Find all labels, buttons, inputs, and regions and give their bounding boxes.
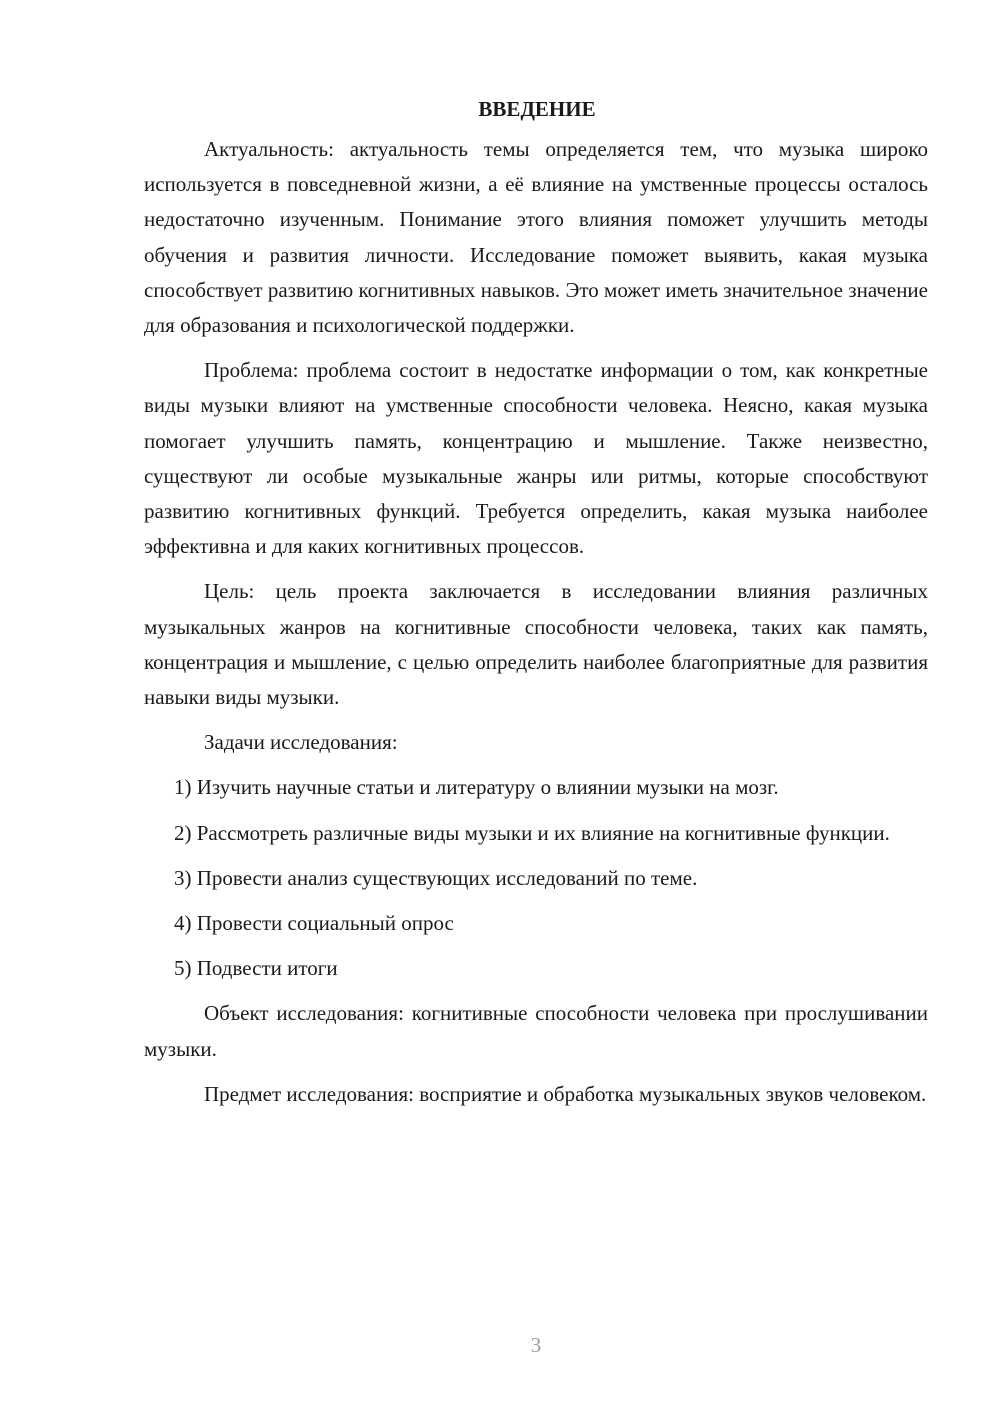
task-item: 5) Подвести итоги: [174, 956, 338, 981]
paragraph-goal: Цель: цель проекта заключается в исследовании влияния различных музыкальных жанров на когнитивные способности человека, таких как память, концентрация и мышление, с целью определить наиболее благоприятные для развития навыки виды музыки.: [144, 579, 928, 710]
task-item: 2) Рассмотреть различные виды музыки и их влияние на когнитивные функции.: [174, 820, 890, 845]
section-heading: ВВЕДЕНИЕ: [478, 97, 596, 121]
paragraph-object: Объект исследования: когнитивные способности человека при прослушивании музыки.: [144, 1001, 928, 1061]
paragraph-relevance: Актуальность: актуальность темы определяется тем, что музыка широко используется в повседневной жизни, а её влияние на умственные процессы осталось недостаточно изученным. Понимание этого влияния поможет улучшить методы обучения и развития личности. Исследование поможет выявить, какая музыка способствует развитию когнитивных навыков. Это может иметь значительное значение для образования и психологической поддержки.: [144, 137, 928, 338]
paragraph-problem: Проблема: проблема состоит в недостатке информации о том, как конкретные виды музыки влияют на умственные способности человека. Неясно, какая музыка помогает улучшить память, концентрацию и мышление. Также неизвестно, существуют ли особые музыкальные жанры или ритмы, которые способствуют развитию когнитивных функций. Требуется определить, какая музыка наиболее эффективна и для каких когнитивных процессов.: [144, 358, 928, 559]
paragraph-tasks-title: Задачи исследования:: [204, 730, 398, 755]
page-number: 3: [530, 1333, 542, 1357]
task-item: 1) Изучить научные статьи и литературу о влиянии музыки на мозг.: [174, 775, 779, 800]
task-item: 4) Провести социальный опрос: [174, 911, 454, 936]
document-page: [144, 94, 928, 1122]
paragraph-subject: Предмет исследования: восприятие и обработка музыкальных звуков человеком.: [204, 1081, 927, 1106]
task-item: 3) Провести анализ существующих исследований по теме.: [174, 865, 698, 890]
